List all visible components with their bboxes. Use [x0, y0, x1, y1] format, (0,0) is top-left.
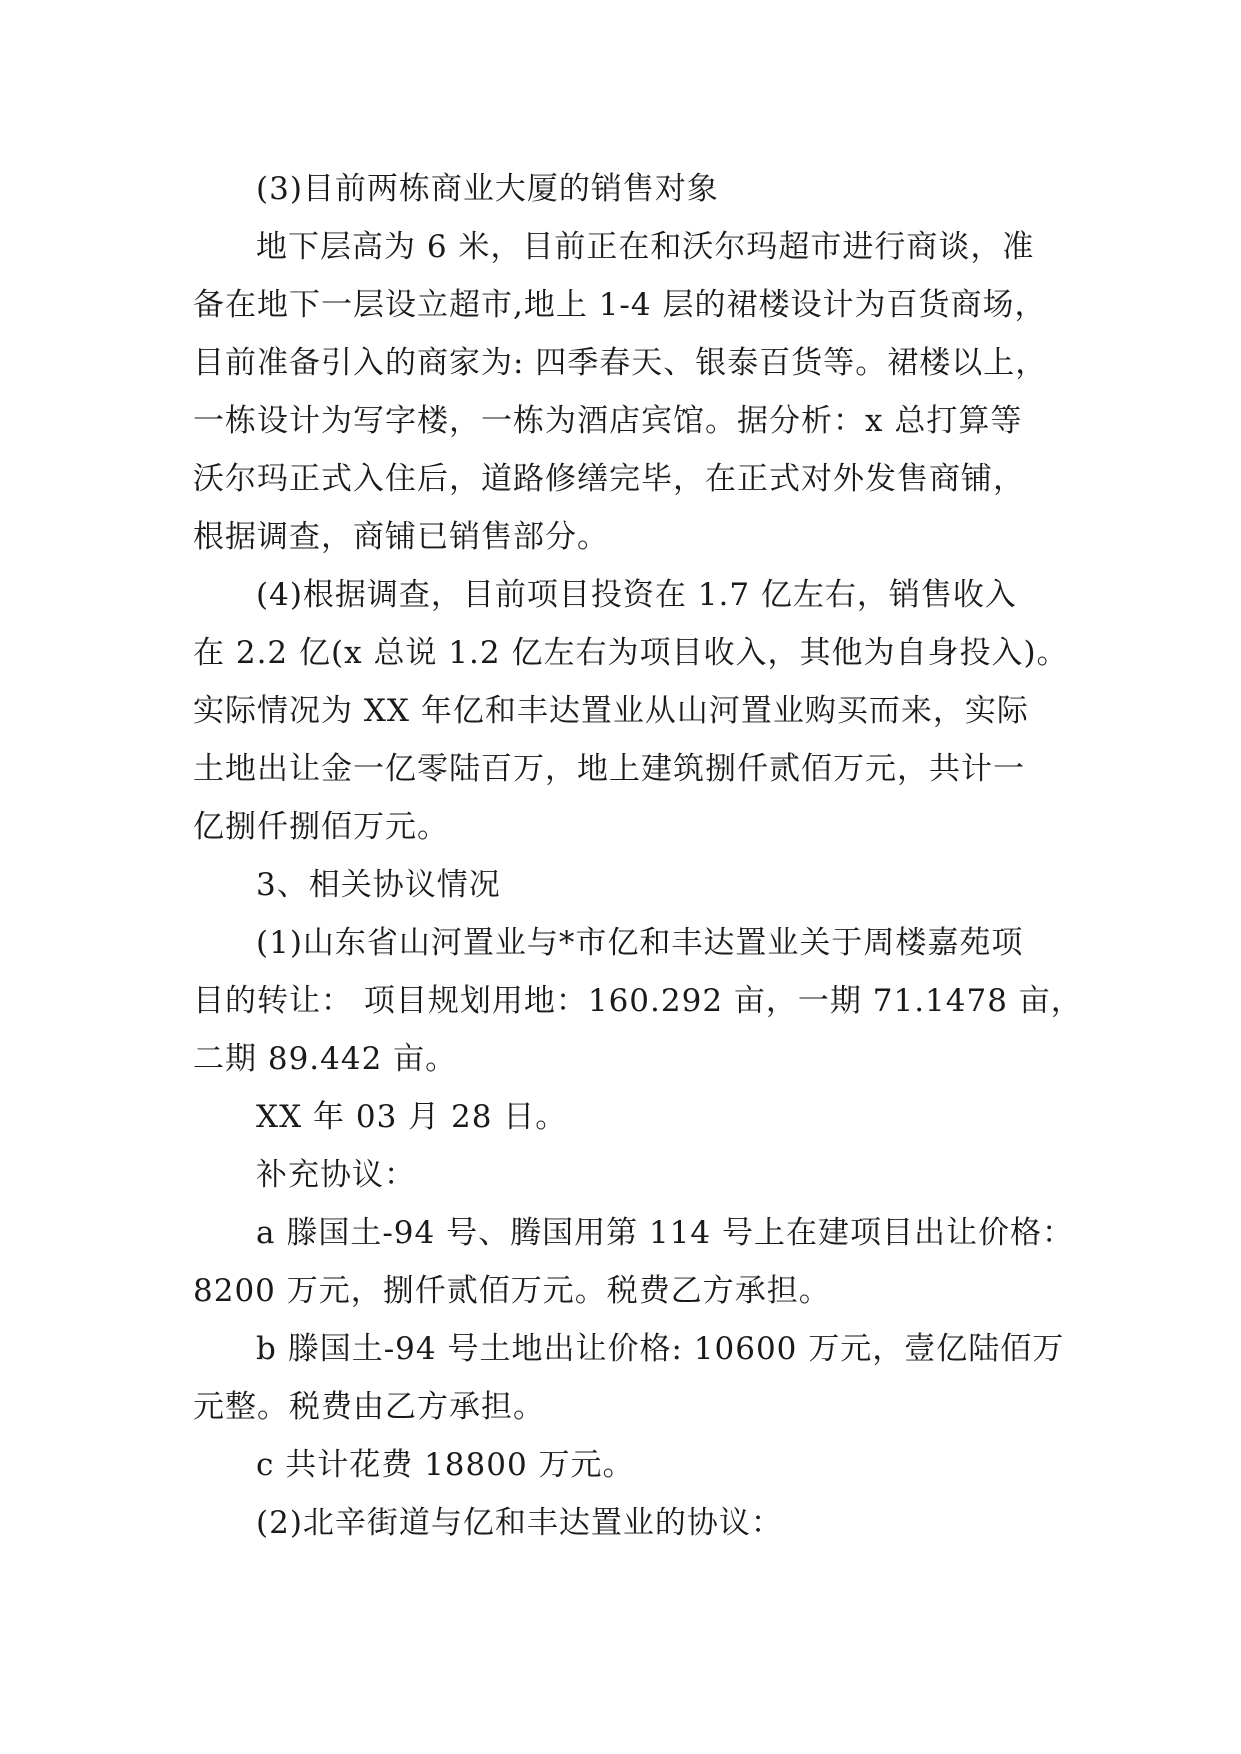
paragraph-item-b — [193, 1320, 1073, 1436]
paragraph-beixin-agreement — [193, 1494, 1073, 1552]
paragraph-supplement-heading — [193, 1146, 1073, 1204]
text-line: 沃尔玛正式入住后，道路修缮完毕，在正式对外发售商铺， — [193, 461, 1025, 497]
text-line: 亿捌仟捌佰万元。 — [193, 809, 449, 845]
document-body — [193, 160, 1083, 1552]
paragraph-investment — [193, 566, 1073, 856]
date-line: XX 年 03 月 28 日。 — [256, 1099, 568, 1135]
paragraph-transfer-agreement — [193, 914, 1083, 1088]
text-line: (1)山东省山河置业与*市亿和丰达置业关于周楼嘉苑项 — [256, 925, 1024, 961]
text-line: 实际情况为 XX 年亿和丰达置业从山河置业购买而来，实际 — [193, 693, 1029, 729]
paragraph-item-a — [193, 1204, 1073, 1320]
text-line: 目前准备引入的商家为: 四季春天、银泰百货等。裙楼以上， — [193, 345, 1048, 381]
text-line: 补充协议： — [256, 1157, 416, 1193]
text-line: a 滕国土-94 号、腾国用第 114 号上在建项目出让价格： — [256, 1215, 1074, 1251]
text-line: 元整。税费由乙方承担。 — [193, 1389, 545, 1425]
text-line: (4)根据调查，目前项目投资在 1.7 亿左右，销售收入 — [256, 577, 1017, 613]
paragraph-sales-target — [193, 160, 1073, 218]
text-line: 根据调查，商铺已销售部分。 — [193, 519, 609, 555]
paragraph-agreements-heading — [193, 856, 1073, 914]
text-line: 土地出让金一亿零陆百万，地上建筑捌仟贰佰万元，共计一 — [193, 751, 1025, 787]
paragraph-basement-plan — [193, 218, 1073, 566]
text-line: 目的转让： 项目规划用地：160.292 亩，一期 71.1478 亩， — [193, 983, 1083, 1019]
text-line: b 滕国土-94 号土地出让价格: 10600 万元，壹亿陆佰万 — [256, 1331, 1065, 1367]
paragraph-date — [193, 1088, 1073, 1146]
text-line: 一栋设计为写字楼，一栋为酒店宾馆。据分析：x 总打算等 — [193, 403, 1023, 439]
text-line: 在 2.2 亿(x 总说 1.2 亿左右为项目收入，其他为自身投入)。 — [193, 635, 1069, 671]
text-line: 二期 89.442 亩。 — [193, 1041, 458, 1077]
text-line: 备在地下一层设立超市,地上 1-4 层的裙楼设计为百货商场， — [193, 287, 1047, 323]
text-line: 地下层高为 6 米，目前正在和沃尔玛超市进行商谈，准 — [256, 229, 1035, 265]
paragraph-item-c — [193, 1436, 1073, 1494]
heading-sales-target: (3)目前两栋商业大厦的销售对象 — [256, 171, 719, 207]
text-line: 8200 万元，捌仟贰佰万元。税费乙方承担。 — [193, 1273, 831, 1309]
text-line: c 共计花费 18800 万元。 — [256, 1447, 635, 1483]
text-line: (2)北辛街道与亿和丰达置业的协议： — [256, 1505, 783, 1541]
section-heading: 3、相关协议情况 — [256, 867, 501, 903]
